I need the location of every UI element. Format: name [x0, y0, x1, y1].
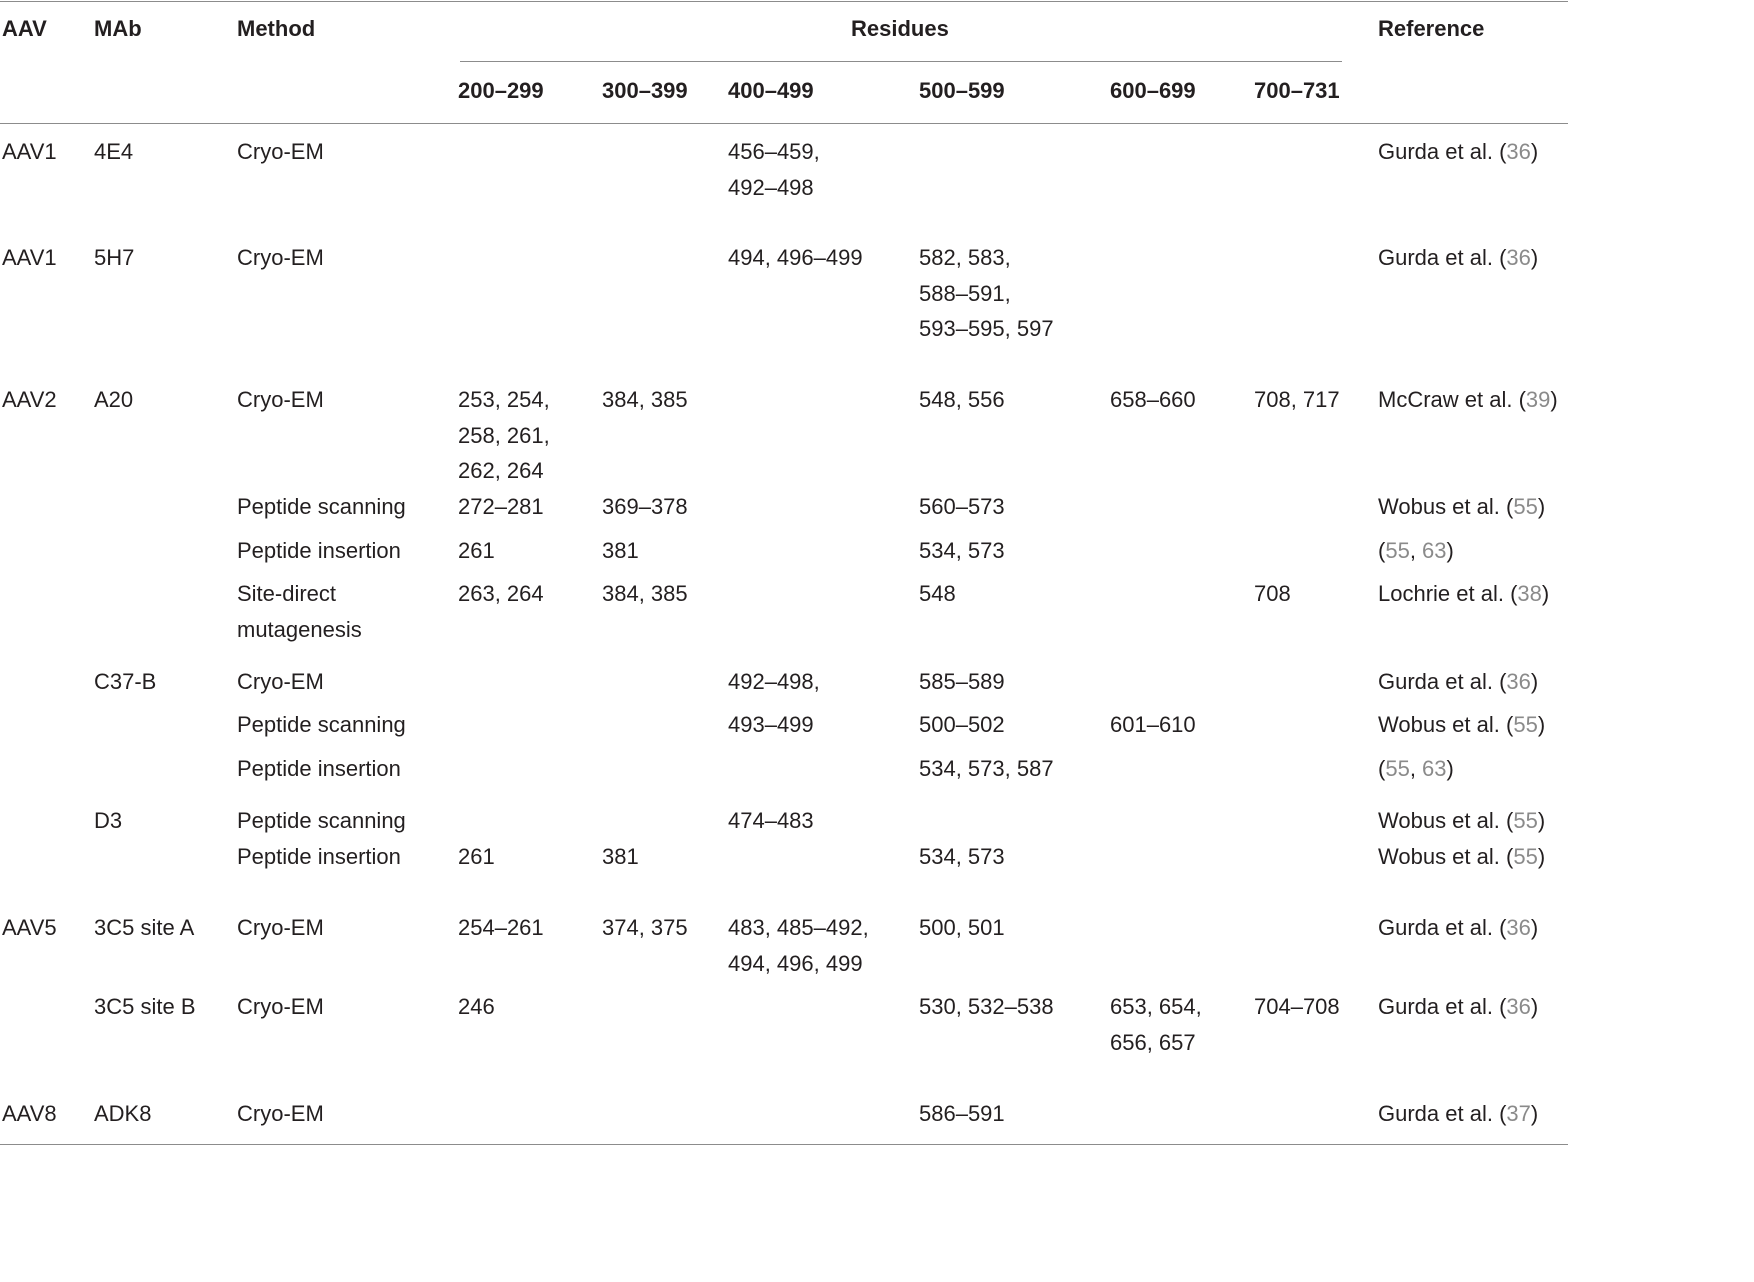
header-mab: MAb: [94, 16, 142, 41]
header-method: Method: [237, 16, 316, 41]
reference-close: ): [1537, 808, 1546, 833]
cell-method: Peptide scanning: [237, 808, 406, 833]
header-residues: Residues: [851, 16, 949, 41]
reference-author: Gurda et al. (: [1378, 994, 1507, 1019]
cell-r300: 384, 385: [602, 387, 688, 412]
reference-citation-link[interactable]: 37: [1506, 1101, 1531, 1126]
reference-author: Gurda et al. (: [1378, 1101, 1507, 1126]
header-residue-range: 300–399: [602, 78, 688, 103]
cell-method: Cryo-EM: [237, 669, 324, 694]
cell-mab: D3: [94, 808, 123, 833]
reference-close: ): [1537, 844, 1546, 869]
reference-close: ): [1446, 756, 1454, 781]
residues-span-rule: [460, 61, 1342, 62]
reference-close: ): [1537, 712, 1546, 737]
header-residue-range: 200–299: [458, 78, 544, 103]
cell-r600: 658–660: [1110, 387, 1196, 412]
cell-r600: 653, 654, 656, 657: [1110, 994, 1202, 1055]
cell-method: Cryo-EM: [237, 245, 324, 270]
reference-close: ): [1530, 245, 1539, 270]
reference-author: Gurda et al. (: [1378, 139, 1507, 164]
reference-author: (: [1378, 538, 1386, 563]
cell-method: Peptide insertion: [237, 844, 401, 869]
header-residue-range: 700–731: [1254, 78, 1340, 103]
reference-author: Wobus et al. (: [1378, 494, 1514, 519]
reference-citation-link[interactable]: 36: [1506, 139, 1531, 164]
cell-mab: 3C5 site A: [94, 915, 195, 940]
cell-r500: 582, 583, 588–591, 593–595, 597: [919, 245, 1054, 341]
reference-citation-link[interactable]: 55: [1513, 808, 1538, 833]
cell-reference: [1378, 489, 1545, 525]
cell-r200: 261: [458, 844, 495, 869]
cell-reference: [1378, 803, 1545, 839]
reference-close: ): [1446, 538, 1454, 563]
cell-method: Site-direct mutagenesis: [237, 581, 362, 642]
cell-r400: 483, 485–492, 494, 496, 499: [728, 915, 869, 976]
cell-r400: 493–499: [728, 712, 814, 737]
cell-aav: AAV1: [2, 139, 57, 164]
reference-close: ): [1530, 1101, 1539, 1126]
cell-reference: [1378, 1096, 1538, 1132]
table-bottom-rule: [0, 1144, 1568, 1145]
header-residue-range: 400–499: [728, 78, 814, 103]
reference-close: ): [1537, 494, 1546, 519]
cell-reference: [1378, 839, 1545, 875]
cell-r700: 704–708: [1254, 994, 1340, 1019]
cell-aav: AAV5: [2, 915, 57, 940]
header-bottom-rule: [0, 123, 1568, 124]
cell-reference: [1378, 910, 1538, 946]
reference-author: (: [1378, 756, 1386, 781]
cell-r500: 534, 573, 587: [919, 756, 1054, 781]
cell-r400: 492–498,: [728, 669, 820, 694]
cell-r300: 381: [602, 538, 639, 563]
cell-r500: 530, 532–538: [919, 994, 1054, 1019]
reference-citation-link[interactable]: 63: [1422, 756, 1447, 781]
reference-citation-link[interactable]: 38: [1517, 581, 1542, 606]
cell-reference: (55, 63): [1378, 538, 1454, 563]
cell-r500: 548, 556: [919, 387, 1005, 412]
cell-reference: [1378, 134, 1538, 170]
cell-r400: 474–483: [728, 808, 814, 833]
reference-citation-link[interactable]: 39: [1525, 387, 1551, 412]
cell-method: Peptide scanning: [237, 712, 406, 737]
cell-r200: 254–261: [458, 915, 544, 940]
cell-r200: 253, 254, 258, 261, 262, 264: [458, 387, 550, 483]
reference-author: Wobus et al. (: [1378, 808, 1514, 833]
cell-reference: [1378, 240, 1538, 276]
cell-method: Peptide insertion: [237, 538, 401, 563]
cell-r600: 601–610: [1110, 712, 1196, 737]
cell-method: Cryo-EM: [237, 915, 324, 940]
reference-author: Gurda et al. (: [1378, 669, 1507, 694]
header-aav: AAV: [2, 16, 47, 41]
cell-mab: 3C5 site B: [94, 994, 196, 1019]
reference-close: ): [1530, 139, 1539, 164]
cell-r500: 586–591: [919, 1101, 1005, 1126]
reference-close: ): [1530, 994, 1539, 1019]
reference-author: McCraw et al. (: [1378, 387, 1526, 412]
cell-r200: 246: [458, 994, 495, 1019]
reference-close: ): [1541, 581, 1550, 606]
reference-citation-link[interactable]: 36: [1506, 915, 1531, 940]
cell-mab: C37-B: [94, 669, 157, 694]
cell-method: Cryo-EM: [237, 387, 324, 412]
reference-citation-link[interactable]: 36: [1506, 669, 1531, 694]
reference-author: Gurda et al. (: [1378, 245, 1507, 270]
cell-aav: AAV8: [2, 1101, 57, 1126]
cell-r200: 263, 264: [458, 581, 544, 606]
header-residue-range: 600–699: [1110, 78, 1196, 103]
reference-close: ): [1550, 387, 1558, 412]
cell-method: Peptide insertion: [237, 756, 401, 781]
reference-citation-link[interactable]: 63: [1422, 538, 1447, 563]
cell-r700: 708: [1254, 581, 1291, 606]
cell-r300: 374, 375: [602, 915, 688, 940]
cell-r200: 272–281: [458, 494, 544, 519]
reference-author: Wobus et al. (: [1378, 712, 1514, 737]
cell-r400: 456–459, 492–498: [728, 139, 820, 200]
cell-r500: 585–589: [919, 669, 1005, 694]
cell-reference: [1378, 989, 1538, 1025]
cell-reference: [1378, 382, 1558, 418]
reference-citation-link[interactable]: 55: [1385, 538, 1410, 563]
cell-method: Cryo-EM: [237, 139, 324, 164]
cell-mab: A20: [94, 387, 134, 412]
cell-method: Peptide scanning: [237, 494, 406, 519]
reference-citation-link[interactable]: 55: [1513, 494, 1538, 519]
cell-mab: 4E4: [94, 139, 134, 164]
cell-aav: AAV1: [2, 245, 57, 270]
reference-author: Gurda et al. (: [1378, 915, 1507, 940]
cell-r500: 548: [919, 581, 956, 606]
cell-r200: 261: [458, 538, 495, 563]
cell-r700: 708, 717: [1254, 387, 1340, 412]
cell-r500: 534, 573: [919, 538, 1005, 563]
table-top-rule: [0, 1, 1568, 2]
cell-r500: 500, 501: [919, 915, 1005, 940]
cell-r500: 534, 573: [919, 844, 1005, 869]
reference-citation-link[interactable]: 55: [1513, 712, 1538, 737]
reference-close: ): [1530, 669, 1539, 694]
reference-close: ): [1530, 915, 1539, 940]
reference-citation-link[interactable]: 36: [1506, 245, 1531, 270]
cell-reference: [1378, 664, 1538, 700]
header-reference: Reference: [1378, 16, 1485, 41]
cell-mab: ADK8: [94, 1101, 152, 1126]
cell-r300: 384, 385: [602, 581, 688, 606]
header-residue-range: 500–599: [919, 78, 1005, 103]
reference-author: Lochrie et al. (: [1378, 581, 1518, 606]
cell-method: Cryo-EM: [237, 1101, 324, 1126]
cell-reference: [1378, 707, 1545, 743]
cell-r500: 500–502: [919, 712, 1005, 737]
cell-r300: 381: [602, 844, 639, 869]
reference-citation-link[interactable]: 55: [1385, 756, 1410, 781]
cell-r400: 494, 496–499: [728, 245, 863, 270]
cell-method: Cryo-EM: [237, 994, 324, 1019]
reference-citation-link[interactable]: 55: [1513, 844, 1538, 869]
reference-citation-link[interactable]: 36: [1506, 994, 1531, 1019]
cell-reference: (55, 63): [1378, 756, 1454, 781]
cell-r500: 560–573: [919, 494, 1005, 519]
cell-reference: [1378, 576, 1549, 612]
cell-aav: AAV2: [2, 387, 57, 412]
cell-mab: 5H7: [94, 245, 135, 270]
reference-author: Wobus et al. (: [1378, 844, 1514, 869]
cell-r300: 369–378: [602, 494, 688, 519]
